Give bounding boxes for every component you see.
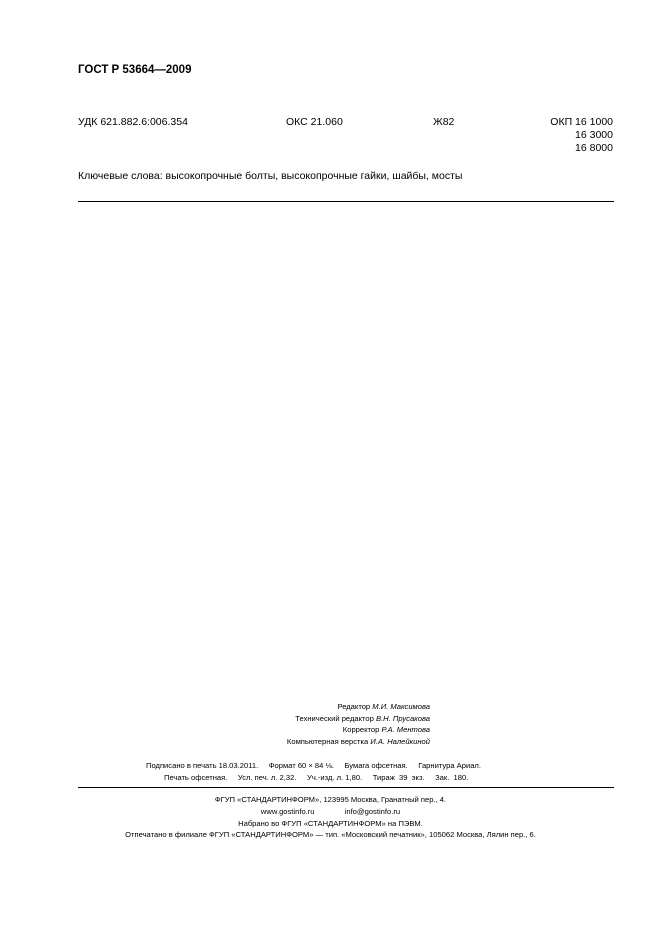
udk-code: УДК 621.882.6:006.354	[78, 116, 188, 128]
okp-code-line: 16 3000	[575, 129, 613, 141]
typeset-note: Набрано во ФГУП «СТАНДАРТИНФОРМ» на ПЭВМ.	[238, 818, 423, 828]
staff-line	[244, 724, 430, 736]
print-info	[146, 760, 481, 784]
oks-code: ОКС 21.060	[286, 116, 343, 128]
staff-line	[244, 701, 430, 713]
email-link[interactable]: info@gostinfo.ru	[344, 806, 401, 816]
divider-bottom	[78, 787, 614, 788]
staff-role: Компьютерная верстка	[286, 736, 369, 746]
publisher-info	[0, 794, 661, 841]
printed-note: Отпечатано в филиале ФГУП «СТАНДАРТИНФОРМ» — тип. «Московский печатник», 105062 Москва, Лялин пер., 6.	[125, 830, 536, 840]
staff-name: М.И. Максимова	[372, 702, 430, 711]
print-info-line: Подписано в печать 18.03.2011. Формат 60 × 84 ⅛. Бумага офсетная. Гарнитура Ариал.	[146, 761, 481, 770]
staff-line	[244, 736, 430, 748]
publisher-contacts	[0, 806, 661, 818]
okp-codes	[550, 116, 613, 155]
staff-line	[244, 713, 430, 725]
staff-name: И.А. Налейкиной	[370, 736, 430, 746]
website-link[interactable]: www.gostinfo.ru	[260, 806, 315, 816]
staff-name: Р.А. Ментова	[381, 725, 430, 735]
okp-code-line: 16 8000	[575, 142, 613, 154]
document-code: ГОСТ Р 53664—2009	[78, 64, 192, 76]
staff-credits	[244, 701, 430, 747]
keywords: Ключевые слова: высокопрочные болты, высокопрочные гайки, шайбы, мосты	[78, 170, 463, 182]
staff-name: В.Н. Прусакова	[376, 713, 430, 723]
print-info-line: Печать офсетная. Усл. печ. л. 2,32. Уч.-изд. л. 1,80. Тираж 39 экз. Зак. 180.	[164, 773, 469, 782]
publisher-address: ФГУП «СТАНДАРТИНФОРМ», 123995 Москва, Гранатный пер., 4.	[214, 795, 447, 804]
staff-role: Редактор	[337, 702, 371, 711]
okp-code-line: ОКП 16 1000	[550, 116, 613, 128]
staff-role: Корректор	[342, 725, 380, 735]
zh-code: Ж82	[433, 116, 455, 128]
divider-top	[78, 201, 614, 202]
staff-role: Технический редактор	[295, 713, 374, 723]
